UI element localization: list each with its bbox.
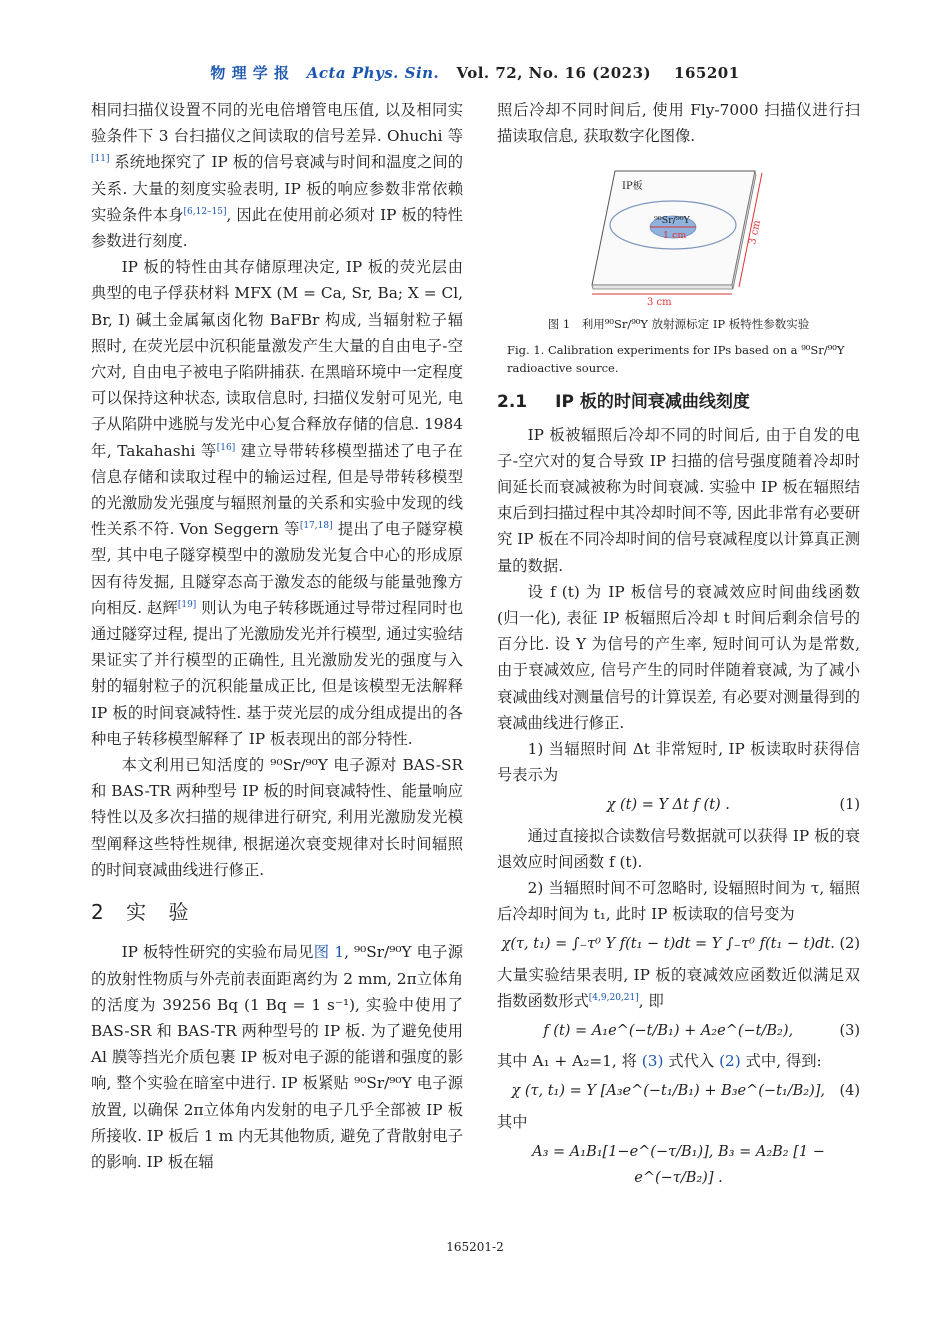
figure-caption-en: Fig. 1. Calibration experiments for IPs based on a ⁹⁰Sr/⁹⁰Y radioactive source. (507, 343, 845, 376)
equation-1: χ (t) = Y Δt f (t) . (1) (606, 797, 860, 814)
source-label: ⁹⁰Sr/⁹⁰Y (654, 215, 690, 227)
equation-3: f (t) = A₁e^(−t/B₁) + A₂e^(−t/B₂), (3) (543, 1023, 860, 1040)
equation-5: A₃ = A₁B₁[1−e^(−τ/B₁)], B₃ = A₂B₂ [1 − e^(−τ/B₂)] . (532, 1143, 825, 1187)
paragraph: 本文利用已知活度的 ⁹⁰Sr/⁹⁰Y 电子源对 BAS-SR 和 BAS-TR 两种型号 IP 板的时间衰减特性、能量响应特性以及多次扫描的规律进行研究, 利用光激励发光模型阐释这些特性规律, 根据递次衰变规律对长时间辐照的时间衰减曲线进行修正. (91, 756, 463, 879)
citation[interactable]: [17,18] (299, 521, 333, 532)
paragraph: 照后冷却不同时间后, 使用 Fly-7000 扫描仪进行扫描读取信息, 获取数字化图像. (497, 101, 860, 146)
article-number: 165201 (674, 64, 740, 82)
section-heading: 2 实 验 (91, 900, 197, 925)
journal-cn: 物 理 学 报 (210, 64, 290, 82)
diameter-label: 1 cm (663, 230, 687, 242)
citation[interactable]: [19] (177, 599, 197, 610)
equation-link[interactable]: (2) (719, 1052, 741, 1071)
paragraph: 通过直接拟合读数信号数据就可以获得 IP 板的衰退效应时间函数 f (t). (497, 826, 860, 871)
paragraph: 设 f (t) 为 IP 板信号的衰减效应时间曲线函数 (归一化), 表征 IP 板辐照后冷却 t 时间后剩余信号的百分比. 设 Y 为信号的产生率, 短时间可认为是常数, 由于衰减效应, 信号产生的同时伴随着衰减, 为了减小衰减曲线对测量信号的计算误差, 有必要对测量得到的衰减曲线进行修正. (497, 582, 860, 732)
figure-caption-cn: 图 1 利用⁹⁰Sr/⁹⁰Y 放射源标定 IP 板特性参数实验 (547, 317, 810, 332)
plate-label: IP板 (622, 181, 643, 193)
left-column (91, 97, 463, 1175)
ip-plate-diagram (497, 167, 860, 305)
citation[interactable]: [4,9,20,21] (588, 992, 639, 1003)
paragraph: IP 板被辐照后冷却不同的时间后, 由于自发的电子-空穴对的复合导致 IP 扫描的信号强度随着冷却时间延长而衰减被称为时间衰减. 实验中 IP 板在辐照结束后到扫描过程中其冷却时间不等, 因此非常有必要研究 IP 板在不同冷却时间的信号衰减程度以计算真正测量的数据. (497, 425, 860, 575)
ip-plate-edge (592, 285, 733, 289)
figure-link[interactable]: 图 1 (313, 943, 345, 962)
page-number: 165201-2 (446, 1240, 504, 1254)
paragraph: 1) 当辐照时间 Δt 非常短时, IP 板读取时获得信号表示为 (497, 740, 860, 785)
subsection-heading: 2.1 IP 板的时间衰减曲线刻度 (497, 392, 750, 413)
equation-link[interactable]: (3) (641, 1052, 664, 1071)
equation-4: χ (τ, t₁) = Y [A₃e^(−t₁/B₁) + B₃e^(−t₁/B₂)], (4) (511, 1083, 860, 1100)
figure-1 (497, 167, 860, 305)
paragraph: IP 板特性研究的实验布局见图 1, ⁹⁰Sr/⁹⁰Y 电子源的放射性物质与外壳前表面距离约为 2 mm, 2π立体角的活度为 39256 Bq (1 Bq = 1 s⁻¹), 实验中使用了 BAS-SR 和 BAS-TR 两种型号的 IP 板. 为了避免使用 Al 膜等挡光介质包裹 IP 板对电子源的能谱和强度的影响, 整个实验在暗室中进行. IP 板紧贴 ⁹⁰Sr/⁹⁰Y 电子源放置, 以确保 2π立体角内发射的电子几乎全部被 IP 板所接收. IP 板后 1 m 内无其他物质, 避免了背散射电子的影响. IP 板在辐 (91, 943, 463, 1171)
width-label: 3 cm (647, 297, 672, 306)
citation[interactable]: [16] (216, 442, 236, 453)
journal-en: Acta Phys. Sin. (306, 64, 440, 82)
paragraph: IP 板的特性由其存储原理决定, IP 板的荧光层由典型的电子俘获材料 MFX (M = Ca, Sr, Ba; X = Cl, Br, I) 碱土金属氟卤化物 BaFBr 构成, 当辐射粒子辐照时, 在荧光层中沉积能量激发产生大量的自由电子-空穴对, 自由电子被电子陷阱捕获. 在黑暗环境中一定程度可以保持这种状态, 读取信息时, 扫描仪发射可见光, 电子从陷阱中逃脱与发光中心复合释放存储的信息. 1984 年, Takahashi 等[16] 建立导带转移模型描述了电子在信息存储和读取过程中的输运过程, 但是导带转移模型的光激励发光强度与辐照剂量的关系和实验中发现的线性关系不符. Von Seggern 等[17,18] 提出了电子隧穿模型, 其中电子隧穿模型中的激励发光复合中心的形成原因有待发掘, 且隧穿态高于激发态的能级与能量弛豫方向相反. 赵辉[19] 则认为电子转移既通过导带过程同时也通过隧穿过程, 提出了光激励发光并行模型, 通过实验结果证实了并行模型的正确性, 且光激励发光的强度与入射的辐射粒子的沉积能量成正比, 但是该模型无法解释 IP 板的时间衰减特性. 基于荧光层的成分组成提出的各种电子转移模型解释了 IP 板表现出的部分特性. (91, 258, 463, 748)
paragraph: 其中 (497, 1112, 528, 1131)
right-column (497, 97, 860, 1195)
citation[interactable]: [6,12–15] (183, 206, 227, 217)
paragraph: 相同扫描仪设置不同的光电倍增管电压值, 以及相同实验条件下 3 台扫描仪之间读取的信号差异. Ohuchi 等[11] 系统地探究了 IP 板的信号衰减与时间和温度之间的关系. 大量的刻度实验表明, IP 板的响应参数非常依赖实验条件本身[6,12–15], 因此在使用前必须对 IP 板的特性参数进行刻度. (91, 101, 463, 251)
paragraph: 其中 A₁ + A₂=1, 将 (3) 式代入 (2) 式中, 得到: (497, 1052, 822, 1071)
equation-2: χ(τ, t₁) = ∫₋τ⁰ Y f(t₁ − t)dt = Y ∫₋τ⁰ f(t₁ − t)dt. (2) (501, 936, 860, 953)
citation[interactable]: [11] (91, 154, 110, 165)
volume: Vol. 72, No. 16 (2023) (456, 64, 652, 82)
paragraph: 2) 当辐照时间不可忽略时, 设辐照时间为 τ, 辐照后冷却时间为 t₁, 此时 IP 板读取的信号变为 (497, 879, 860, 924)
running-header (0, 62, 950, 83)
height-label: 3 cm (747, 219, 764, 247)
paragraph: 大量实验结果表明, IP 板的衰减效应函数近似满足双指数函数形式[4,9,20,21], 即 (497, 965, 860, 1010)
